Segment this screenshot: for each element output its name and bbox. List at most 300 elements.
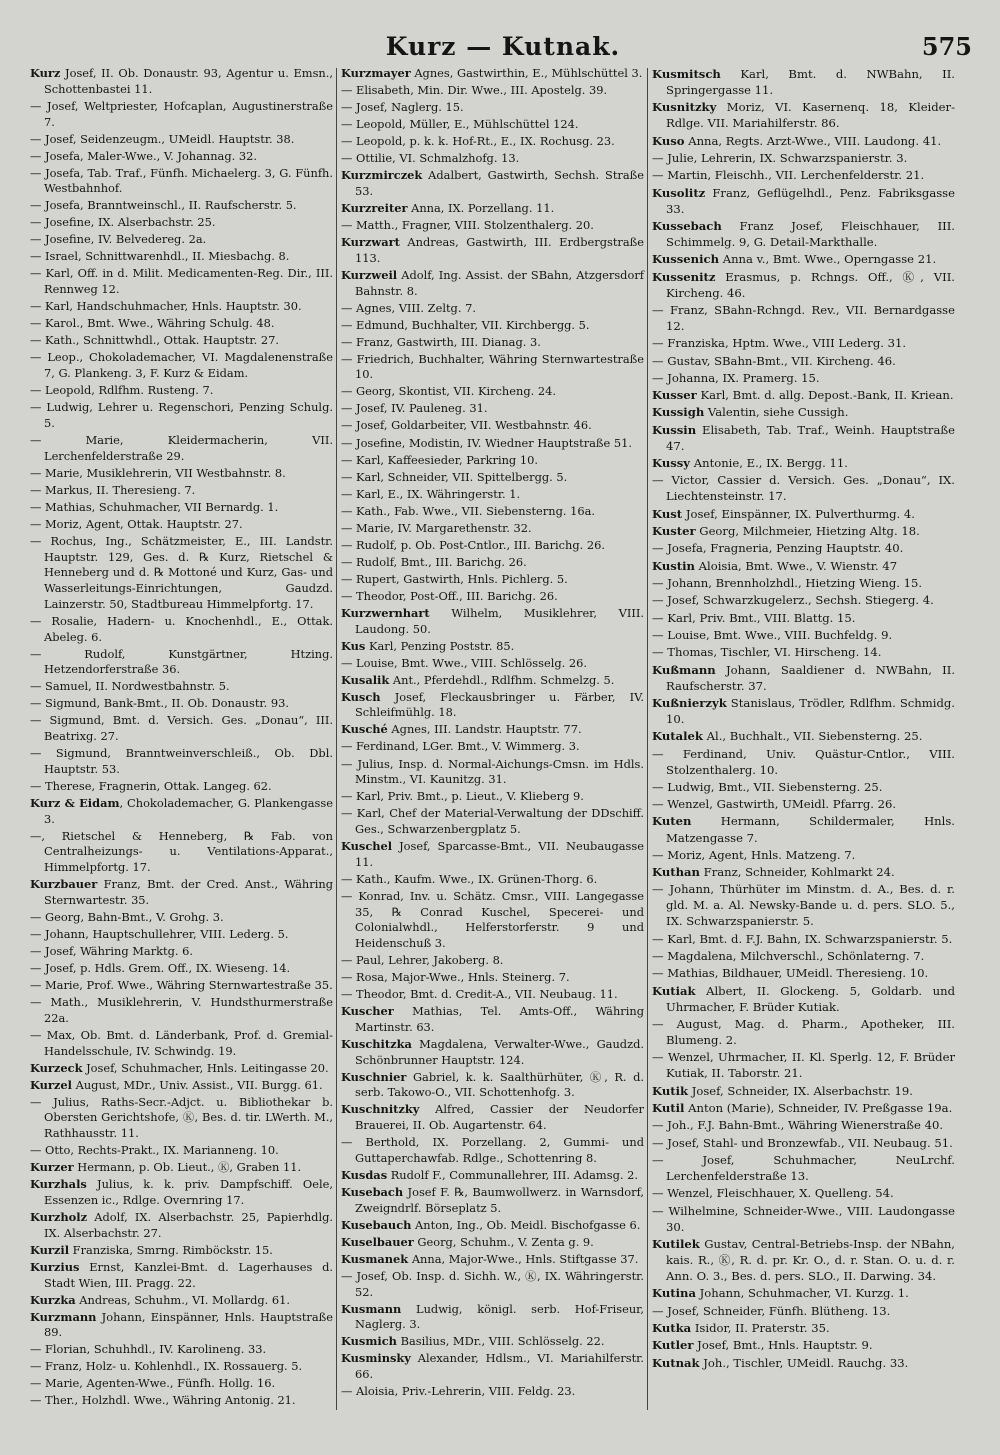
directory-entry <box>30 1243 333 1259</box>
entry-surname: Kutler <box>652 1338 694 1353</box>
directory-entry <box>341 100 644 116</box>
entry-text: Gabriel, k. k. Saalthürhüter, Ⓚ, R. d. serb. Takowo-O., VII. Schottenhofg. 3. <box>355 1069 644 1100</box>
entry-text: — Leop., Chokolademacher, VI. Magdalenenstraße 7, G. Plankeng. 3, F. Kurz & Eidam. <box>30 350 333 381</box>
directory-entry <box>341 384 644 400</box>
entry-surname: Kurzhals <box>30 1177 87 1192</box>
entry-text: — Josef, Währing Marktg. 6. <box>30 944 194 959</box>
entry-text: Aloisia, Bmt. Wwe., V. Wienstr. 47 <box>694 558 898 573</box>
directory-entry <box>652 746 955 778</box>
entry-surname: Kusnitzky <box>652 100 717 115</box>
directory-entry <box>652 150 955 166</box>
entry-surname: Kutina <box>652 1286 696 1301</box>
entry-surname: Kutka <box>652 1320 692 1335</box>
entry-text: — Wilhelmine, Schneider-Wwe., VIII. Laudongasse 30. <box>652 1203 955 1234</box>
entry-text: — Matth., Fragner, VIII. Stolzenthalerg. 20. <box>341 217 594 232</box>
directory-entry <box>652 422 955 454</box>
directory-entry <box>30 746 333 777</box>
entry-text: — Josef, Goldarbeiter, VII. Westbahnstr. 46. <box>341 418 592 433</box>
entry-text: Adolf, Ing. Assist. der SBahn, Atzgersdorf Bahnstr. 8. <box>355 267 644 298</box>
entry-surname: Kusebach <box>341 1185 404 1200</box>
directory-entry <box>30 1177 333 1208</box>
entry-surname: Kurzer <box>30 1160 74 1175</box>
entry-text: Karl, Penzing Poststr. 85. <box>365 638 515 653</box>
entry-text: — Johann, Thürhüter im Minstm. d. A., Bes. d. r. gld. M. a. Al. Newsky-Bande u. d. pers. SLO. 5., IX. Schwarzspanierstr. 5. <box>652 882 955 929</box>
entry-text: Karl, Bmt. d. allg. Depost.-Bank, II. Kriean. <box>696 388 954 403</box>
entry-surname: Kussenitz <box>652 269 716 284</box>
entry-text: Stanislaus, Trödler, Rdlfhm. Schmidg. 10. <box>666 695 955 726</box>
directory-entry <box>652 1117 955 1133</box>
entry-surname: Kuschel <box>341 839 393 854</box>
directory-entry <box>652 662 955 694</box>
entry-text: — Josefa, Fragneria, Penzing Hauptstr. 40. <box>652 541 904 556</box>
directory-entry <box>30 944 333 960</box>
directory-entry <box>652 1185 955 1201</box>
entry-surname: Kust <box>652 506 683 521</box>
directory-entry <box>341 1252 644 1268</box>
directory-entry <box>30 1095 333 1142</box>
entry-text: — Marie, Musiklehrerin, VII Westbahnstr. 8. <box>30 465 286 480</box>
entry-text: Georg, Schuhm., V. Zenta g. 9. <box>413 1234 594 1249</box>
directory-entry <box>341 739 644 755</box>
directory-entry <box>652 931 955 947</box>
directory-entry <box>652 185 955 217</box>
entry-text: Josef, Schneider, IX. Alserbachstr. 19. <box>688 1083 913 1098</box>
entry-text: Anna, Regts. Arzt-Wwe., VIII. Laudong. 41. <box>684 133 942 148</box>
directory-entry <box>341 538 644 554</box>
entry-text: — Rosalie, Hadern- u. Knochenhdl., E., Ottak. Abeleg. 6. <box>30 613 333 644</box>
entry-text: — Aloisia, Priv.-Lehrerin, VIII. Feldg. 23. <box>341 1384 576 1399</box>
entry-text: — Marie, Kleidermacherin, VII. Lerchenfelderstraße 29. <box>30 432 333 463</box>
directory-entry <box>652 353 955 369</box>
entry-text: — Markus, II. Theresieng. 7. <box>30 482 196 497</box>
entry-text: — Rudolf, Kunstgärtner, Htzing. Hetzendorferstraße 36. <box>30 646 333 677</box>
entry-text: Agnes, Gastwirthin, E., Mühlschüttel 3. <box>410 66 643 80</box>
entry-text: — Theodor, Post-Off., III. Barichg. 26. <box>341 588 558 603</box>
directory-entry <box>30 249 333 265</box>
directory-entry <box>341 1218 644 1234</box>
entry-text: Josef, Bmt., Hnls. Hauptstr. 9. <box>693 1338 873 1353</box>
column-middle <box>341 66 644 1401</box>
entry-text: , Chokolademacher, G. Plankengasse 3. <box>44 795 333 826</box>
entry-text: Isidor, II. Praterstr. 35. <box>691 1320 830 1335</box>
directory-entry <box>30 1160 333 1176</box>
directory-entry <box>30 132 333 148</box>
entry-text: — Josef, Schwarzkugelerz., Sechsh. Stiegerg. 4. <box>652 593 934 608</box>
entry-surname: Kusser <box>652 388 697 403</box>
entry-text: Josef, Fleckausbringer u. Färber, IV. Schleifmühlg. 18. <box>355 689 644 720</box>
directory-entry <box>652 302 955 334</box>
entry-surname: Kussy <box>652 456 691 471</box>
directory-entry <box>30 696 333 712</box>
entry-text: — Sigmund, Branntweinverschleiß., Ob. Dbl. Hauptstr. 53. <box>30 746 333 776</box>
directory-entry <box>341 589 644 605</box>
entry-text: — Magdalena, Milchverschl., Schönlaterng. 7. <box>652 949 925 964</box>
entry-text: — Rochus, Ing., Schätzmeister, E., III. Landstr. Hauptstr. 129, Ges. d. ℞ Kurz, Rietschel & Henneberg und d. ℞ Mottoné und Kurz, Gas- und Wasserleitungs-Einrichtungen, Gaudzd. Lainzerstr. 50, Stadtbureau Himmelpfortg. 17. <box>30 533 333 611</box>
directory-entry <box>652 1303 955 1319</box>
entry-text: — Johann, Hauptschullehrer, VIII. Lederg. 5. <box>30 926 289 941</box>
entry-surname: Kurzreiter <box>341 200 408 215</box>
directory-entry <box>30 400 333 431</box>
entry-text: Anton, Ing., Ob. Meidl. Bischofgasse 6. <box>411 1217 641 1232</box>
directory-entry <box>30 266 333 297</box>
entry-text: Alfred, Cassier der Neudorfer Brauerei, II. Ob. Augartenstr. 64. <box>355 1102 644 1133</box>
entry-surname: Kussigh <box>652 405 705 420</box>
entry-text: — Franz, Holz- u. Kohlenhdl., IX. Rossauerg. 5. <box>30 1359 303 1374</box>
directory-entry <box>341 453 644 469</box>
entry-text: — Paul, Lehrer, Jakoberg. 8. <box>341 953 504 968</box>
entry-surname: Kurzmayer <box>341 66 411 80</box>
directory-entry <box>30 1028 333 1059</box>
entry-text: — Josefa, Tab. Traf., Fünfh. Michaelerg. 3, G. Fünfh. Westbahnhof. <box>30 165 333 196</box>
directory-entry <box>30 796 333 827</box>
entry-text: — Ludwig, Bmt., VII. Siebensterng. 25. <box>652 779 883 794</box>
directory-entry <box>341 789 644 805</box>
entry-text: — Konrad, Inv. u. Schätz. Cmsr., VIII. Langegasse 35, ℞ Conrad Kuschel, Specerei- und Colonialwhdl., Helferstorferstr. 9 und Heidenschuß 3. <box>341 888 644 951</box>
directory-entry <box>652 335 955 351</box>
directory-entry <box>341 168 644 199</box>
directory-entry <box>30 1061 333 1077</box>
entry-text: — Wenzel, Fleischhauer, X. Quelleng. 54. <box>652 1186 894 1201</box>
entry-text: — Josefa, Maler-Wwe., V. Johannag. 32. <box>30 148 257 163</box>
entry-text: —, Rietschel & Henneberg, ℞ Fab. von Centralheizungs- u. Ventilations-Apparat., Himmelpfortg. 17. <box>30 828 333 875</box>
entry-text: — Martin, Fleischh., VII. Lerchenfelderstr. 21. <box>652 168 925 183</box>
entry-surname: Kurz & Eidam <box>30 795 120 810</box>
column-rule <box>647 68 648 1410</box>
entry-text: — Ferdinand, LGer. Bmt., V. Wimmerg. 3. <box>341 739 580 754</box>
entry-text: — Wenzel, Uhrmacher, II. Kl. Sperlg. 12, F. Brüder Kutiak, II. Taborstr. 21. <box>652 1050 955 1081</box>
entry-text: Josef, Einspänner, IX. Pulverthurmg. 4. <box>682 506 915 521</box>
directory-entry <box>30 333 333 349</box>
entry-text: — Karl, Kaffeesieder, Parkring 10. <box>341 452 538 467</box>
entry-text: Mathias, Tel. Amts-Off., Währing Martinstr. 63. <box>355 1004 644 1034</box>
entry-surname: Kurzel <box>30 1077 72 1092</box>
entry-text: Adolf, IX. Alserbachstr. 25, Papierhdlg. IX. Alserbachstr. 27. <box>44 1210 333 1240</box>
directory-entry <box>30 877 333 908</box>
column-left <box>30 66 333 1411</box>
entry-surname: Kussin <box>652 422 697 437</box>
directory-entry <box>652 218 955 250</box>
entry-surname: Kussenich <box>652 252 720 267</box>
entry-surname: Kusmann <box>341 1301 402 1316</box>
entry-text: Rudolf F., Communallehrer, III. Adamsg. 2. <box>387 1168 638 1183</box>
directory-entry <box>341 1135 644 1166</box>
entry-text: — Therese, Fragnerin, Ottak. Langeg. 62. <box>30 778 272 793</box>
directory-entry <box>341 436 644 452</box>
entry-text: — Karol., Bmt. Wwe., Währing Schulg. 48. <box>30 316 275 331</box>
entry-surname: Kusdas <box>341 1168 388 1183</box>
directory-entry <box>652 558 955 574</box>
directory-entry <box>30 713 333 744</box>
directory-entry <box>652 1083 955 1099</box>
directory-entry <box>652 404 955 420</box>
entry-text: — Ottilie, VI. Schmalzhofg. 13. <box>341 151 520 166</box>
entry-text: — Josef, Seidenzeugm., UMeidl. Hauptstr. 38. <box>30 131 295 146</box>
directory-entry <box>652 1320 955 1336</box>
directory-entry <box>341 1185 644 1216</box>
entry-text: Josef, Sparcasse-Bmt., VII. Neubaugasse 11. <box>355 839 644 869</box>
directory-entry <box>341 757 644 788</box>
directory-entry <box>30 829 333 876</box>
entry-text: Johann, Schuhmacher, VI. Kurzg. 1. <box>695 1286 909 1301</box>
entry-text: Albert, II. Glockeng. 5, Goldarb. und Uhrmacher, F. Brüder Kutiak. <box>666 983 955 1014</box>
directory-entry <box>341 1070 644 1101</box>
directory-entry <box>30 1359 333 1375</box>
entry-text: — Wenzel, Gastwirth, UMeidl. Pfarrg. 26. <box>652 797 897 812</box>
directory-entry <box>652 728 955 744</box>
entry-surname: Kurzwernhart <box>341 605 430 620</box>
directory-entry <box>30 1310 333 1341</box>
entry-surname: Kurz <box>30 66 61 80</box>
directory-entry <box>652 370 955 386</box>
directory-entry <box>341 722 644 738</box>
entry-surname: Kußmann <box>652 662 716 677</box>
entry-surname: Kusmanek <box>341 1251 409 1266</box>
entry-surname: Kuschitzka <box>341 1036 412 1051</box>
entry-surname: Kusolitz <box>652 185 706 200</box>
entry-text: — Ludwig, Lehrer u. Regenschori, Penzing Schulg. 5. <box>30 400 333 430</box>
directory-entry <box>341 1235 644 1251</box>
entry-text: Alexander, Hdlsm., VI. Mariahilferstr. 66. <box>355 1351 644 1382</box>
entry-surname: Kuselbauer <box>341 1234 414 1249</box>
directory-entry <box>30 614 333 645</box>
directory-entry <box>30 299 333 315</box>
entry-text: Andreas, Gastwirth, III. Erdbergstraße 113. <box>355 235 644 265</box>
entry-text: Adalbert, Gastwirth, Sechsh. Straße 53. <box>355 168 644 198</box>
entry-text: Anna v., Bmt. Wwe., Operngasse 21. <box>719 252 937 267</box>
entry-text: — Leopold, p. k. k. Hof-Rt., E., IX. Rochusg. 23. <box>341 134 615 149</box>
entry-surname: Kurzwart <box>341 235 400 250</box>
entry-surname: Kutiak <box>652 983 696 998</box>
entry-text: — Josef, Stahl- und Bronzewfab., VII. Neubaug. 51. <box>652 1135 953 1150</box>
entry-surname: Kurzmann <box>30 1309 97 1324</box>
directory-entry <box>652 133 955 149</box>
directory-entry <box>652 540 955 556</box>
entry-surname: Kutik <box>652 1083 689 1098</box>
directory-entry <box>652 983 955 1015</box>
directory-entry <box>652 847 955 863</box>
directory-entry <box>30 978 333 994</box>
entry-text: Ernst, Kanzlei-Bmt. d. Lagerhauses d. Stadt Wien, III. Pragg. 22. <box>44 1259 333 1290</box>
entry-surname: Kurzil <box>30 1242 70 1257</box>
entry-text: Ludwig, königl. serb. Hof-Friseur, Naglerg. 3. <box>355 1301 644 1332</box>
entry-text: Magdalena, Verwalter-Wwe., Gaudzd. Schönbrunner Hauptstr. 124. <box>355 1036 644 1067</box>
directory-entry <box>652 965 955 981</box>
directory-entry <box>652 881 955 929</box>
entry-text: Franz, Bmt. der Cred. Anst., Währing Sternwartestr. 35. <box>44 877 333 907</box>
entry-surname: Kurzka <box>30 1292 76 1307</box>
directory-entry <box>30 232 333 248</box>
entry-text: — Gustav, SBahn-Bmt., VII. Kircheng. 46. <box>652 353 896 368</box>
directory-entry <box>652 387 955 403</box>
page-header <box>30 30 976 66</box>
directory-entry <box>30 1260 333 1291</box>
entry-text: — Leopold, Rdlfhm. Rusteng. 7. <box>30 383 214 398</box>
entry-surname: Kusché <box>341 722 388 737</box>
entry-text: — Franziska, Hptm. Wwe., VIII Lederg. 31. <box>652 336 907 351</box>
directory-entry <box>30 534 333 613</box>
directory-entry <box>341 318 644 334</box>
entry-text: Al., Buchhalt., VII. Siebensterng. 25. <box>702 729 923 744</box>
directory-entry <box>30 927 333 943</box>
column-rule <box>336 68 337 1410</box>
directory-entry <box>30 1143 333 1159</box>
directory-entry <box>341 201 644 217</box>
entry-text: Antonie, E., IX. Bergg. 11. <box>690 456 848 471</box>
entry-text: — Florian, Schuhhdl., IV. Karolineng. 33. <box>30 1342 267 1357</box>
directory-entry <box>652 627 955 643</box>
entry-surname: Kurzholz <box>30 1210 88 1225</box>
entry-text: — Josef, IV. Pauleneg. 31. <box>341 401 488 416</box>
directory-entry <box>652 610 955 626</box>
entry-text: — Marie, Agenten-Wwe., Fünfh. Hollg. 16. <box>30 1376 276 1391</box>
directory-entry <box>652 472 955 504</box>
entry-text: — Samuel, II. Nordwestbahnstr. 5. <box>30 679 230 694</box>
directory-entry <box>652 455 955 471</box>
entry-text: Anna, IX. Porzellang. 11. <box>407 200 555 215</box>
entry-text: Franz, Schneider, Kohlmarkt 24. <box>699 865 895 880</box>
entry-text: — Kath., Schnittwhdl., Ottak. Hauptstr. 27. <box>30 333 279 348</box>
entry-text: — August, Mag. d. Pharm., Apotheker, III. Blumeng. 2. <box>652 1017 955 1048</box>
entry-text: — Julie, Lehrerin, IX. Schwarzspanierstr. 3. <box>652 150 908 165</box>
entry-text: — Ferdinand, Univ. Quästur-Cntlor., VIII. Stolzenthalerg. 10. <box>652 746 955 777</box>
entry-text: Hermann, p. Ob. Lieut., Ⓚ, Graben 11. <box>73 1160 302 1175</box>
directory-entry <box>341 953 644 969</box>
directory-entry <box>30 1342 333 1358</box>
entry-text: — Math., Musiklehrerin, V. Hundsthurmerstraße 22a. <box>30 995 333 1025</box>
directory-entry <box>30 466 333 482</box>
directory-entry <box>341 1351 644 1382</box>
entry-text: — Franz, SBahn-Rchngd. Rev., VII. Bernardgasse 12. <box>652 302 955 333</box>
entry-surname: Kusch <box>341 689 381 704</box>
entry-text: Julius, k. k. priv. Dampfschiff. Oele, Essenzen ic., Rdlge. Overnring 17. <box>44 1177 333 1207</box>
entry-surname: Kusmitsch <box>652 67 721 81</box>
entry-text: — Julius, Insp. d. Normal-Aichungs-Cmsn. im Hdls. Minstm., VI. Kaunitzg. 31. <box>341 756 644 787</box>
entry-text: — Karl, Schneider, VII. Spittelbergg. 5. <box>341 469 568 484</box>
entry-text: — Josef, Schuhmacher, NeuLrchf. Lerchenfelderstraße 13. <box>652 1152 955 1183</box>
directory-entry <box>341 268 644 299</box>
entry-surname: Kutalek <box>652 729 703 744</box>
directory-entry <box>341 639 644 655</box>
entry-text: — Franz, Gastwirth, III. Dianag. 3. <box>341 334 541 349</box>
entry-text: — Josefine, Modistin, IV. Wiedner Hauptstraße 51. <box>341 435 633 450</box>
entry-text: — Agnes, VIII. Zeltg. 7. <box>341 300 476 315</box>
entry-text: — Karl, Chef der Material-Verwaltung der DDschiff. Ges., Schwarzenbergplatz 5. <box>341 806 644 837</box>
directory-entry <box>341 673 644 689</box>
directory-entry <box>30 1393 333 1409</box>
entry-text: — Josefine, IX. Alserbachstr. 25. <box>30 215 216 230</box>
entry-text: Josef F. ℞, Baumwollwerz. in Warnsdorf, Zweigndrlf. Börseplatz 5. <box>355 1185 644 1215</box>
directory-entry <box>30 99 333 130</box>
entry-text: — Rosa, Major-Wwe., Hnls. Steinerg. 7. <box>341 970 570 985</box>
directory-entry <box>30 483 333 499</box>
directory-entry <box>652 644 955 660</box>
entry-text: — Edmund, Buchhalter, VII. Kirchbergg. 5. <box>341 317 590 332</box>
column-right <box>652 66 955 1372</box>
directory-entry <box>652 592 955 608</box>
entry-text: — Moriz, Agent, Hnls. Matzeng. 7. <box>652 847 856 862</box>
directory-entry <box>341 555 644 571</box>
entry-text: Joh., Tischler, UMeidl. Rauchg. 33. <box>699 1355 909 1370</box>
entry-text: — Louise, Bmt. Wwe., VIII. Buchfeldg. 9. <box>652 627 893 642</box>
directory-entry <box>341 401 644 417</box>
directory-entry <box>652 1049 955 1081</box>
directory-entry <box>30 215 333 231</box>
entry-surname: Kutil <box>652 1101 685 1116</box>
directory-entry <box>30 149 333 165</box>
entry-text: Anna, Major-Wwe., Hnls. Stiftgasse 37. <box>408 1251 639 1266</box>
directory-entry <box>652 695 955 727</box>
directory-entry <box>652 1203 955 1235</box>
entry-text: — Max, Ob. Bmt. d. Länderbank, Prof. d. Gremial-Handelsschule, IV. Schwindg. 19. <box>30 1027 333 1058</box>
directory-entry <box>341 1037 644 1068</box>
entry-text: — Mathias, Bildhauer, UMeidl. Theresieng. 10. <box>652 966 929 981</box>
entry-text: — Kath., Fab. Wwe., VII. Siebensterng. 16a. <box>341 503 596 518</box>
entry-text: — Johanna, IX. Pramerg. 15. <box>652 370 820 385</box>
entry-text: — Joh., F.J. Bahn-Bmt., Währing Wienerstraße 40. <box>652 1118 944 1133</box>
entry-surname: Kurzmirczek <box>341 168 423 183</box>
entry-text: — Otto, Rechts-Prakt., IX. Marianneng. 10. <box>30 1143 279 1158</box>
entry-surname: Kus <box>341 638 366 653</box>
directory-entry <box>30 316 333 332</box>
directory-entry <box>652 948 955 964</box>
entry-text: — Victor, Cassier d. Versich. Ges. „Donau“, IX. Liechtensteinstr. 17. <box>652 473 955 504</box>
entry-text: — Josefa, Branntweinschl., II. Raufscherstr. 5. <box>30 198 297 213</box>
entry-surname: Kuso <box>652 133 685 148</box>
entry-text: — Karl, E., IX. Währingerstr. 1. <box>341 486 521 501</box>
entry-text: — Sigmund, Bank-Bmt., II. Ob. Donaustr. 93. <box>30 696 289 711</box>
directory-entry <box>341 521 644 537</box>
directory-entry <box>30 166 333 197</box>
directory-entry <box>341 418 644 434</box>
directory-entry <box>30 910 333 926</box>
directory-entry <box>30 961 333 977</box>
entry-text: Franz Josef, Fleischhauer, III. Schimmelg. 9, G. Detail-Markthalle. <box>666 218 955 249</box>
entry-text: Georg, Milchmeier, Hietzing Altg. 18. <box>695 524 920 539</box>
entry-surname: Kuscher <box>341 1004 394 1019</box>
entry-text: — Karl, Bmt. d. F.J. Bahn, IX. Schwarzspanierstr. 5. <box>652 931 953 946</box>
directory-entry <box>652 1152 955 1184</box>
entry-text: — Georg, Bahn-Bmt., V. Grohg. 3. <box>30 909 224 924</box>
directory-entry <box>341 1384 644 1400</box>
entry-text: — Louise, Bmt. Wwe., VIII. Schlösselg. 26. <box>341 655 587 670</box>
entry-text: — Josef, Weltpriester, Hofcaplan, Augustinerstraße 7. <box>30 98 333 129</box>
page-number: 575 <box>921 32 972 61</box>
entry-text: Agnes, III. Landstr. Hauptstr. 77. <box>387 722 582 737</box>
directory-entry <box>30 350 333 381</box>
directory-entry <box>652 1016 955 1048</box>
entry-surname: Kutnak <box>652 1355 700 1370</box>
directory-entry <box>652 864 955 880</box>
entry-surname: Kuster <box>652 524 696 539</box>
directory-entry <box>341 572 644 588</box>
entry-text: — Israel, Schnittwarenhdl., II. Miesbachg. 8. <box>30 249 290 264</box>
directory-entry <box>30 1376 333 1392</box>
directory-entry <box>341 806 644 837</box>
entry-text: — Marie, Prof. Wwe., Währing Sternwartestraße 35. <box>30 978 333 993</box>
entry-text: Josef, Schuhmacher, Hnls. Leitingasse 20. <box>82 1060 329 1075</box>
directory-entry <box>30 517 333 533</box>
entry-text: Karl, Bmt. d. NWBahn, II. Springergasse 11. <box>666 67 955 98</box>
directory-entry <box>341 970 644 986</box>
directory-entry <box>652 1135 955 1151</box>
entry-text: — Marie, IV. Margarethenstr. 32. <box>341 520 532 535</box>
directory-entry <box>341 117 644 133</box>
directory-entry <box>341 987 644 1003</box>
entry-text: Elisabeth, Tab. Traf., Weinh. Hauptstraße 47. <box>666 422 955 453</box>
entry-surname: Kusminsky <box>341 1351 411 1366</box>
entry-text: Hermann, Schildermaler, Hnls. Matzengasse 7. <box>666 814 955 845</box>
entry-text: Johann, Saaldiener d. NWBahn, II. Raufscherstr. 37. <box>666 662 955 693</box>
